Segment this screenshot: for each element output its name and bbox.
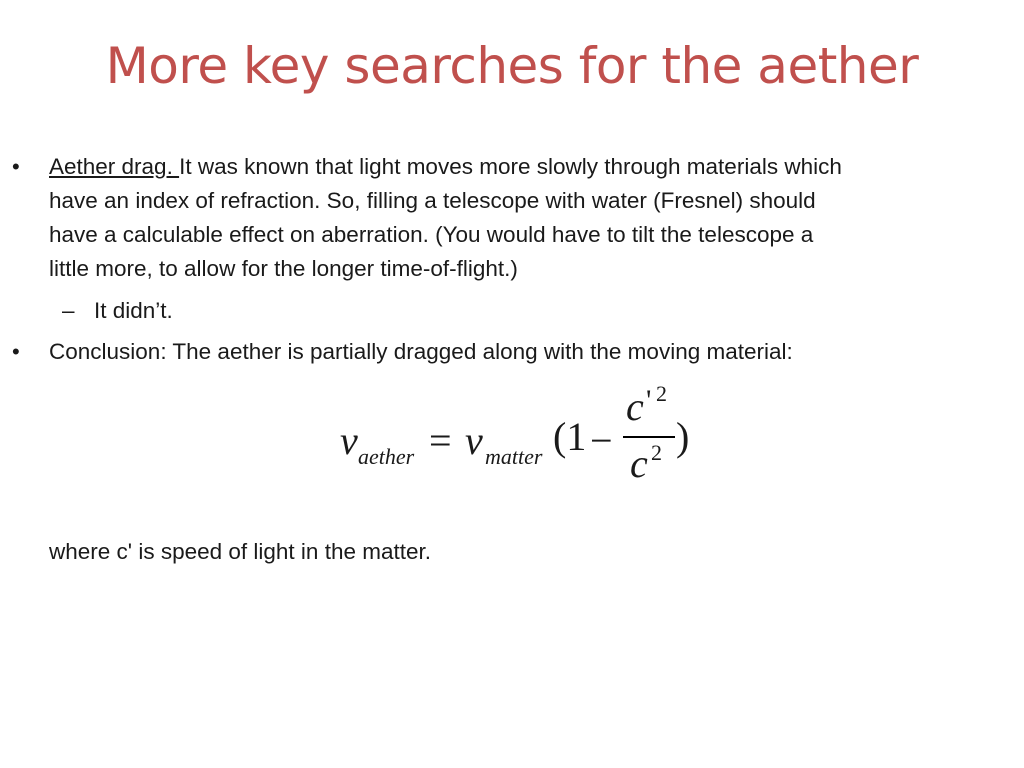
sub-bullet-it-didnt: It didn’t. — [94, 298, 173, 323]
bullet-line: have an index of refraction. So, filling a telescope with water (Fresnel) should — [49, 188, 816, 213]
bullet-marker: • — [12, 154, 20, 179]
formula-numerator-prime: ' — [646, 384, 652, 417]
slide-title: More key searches for the aether — [105, 37, 919, 95]
formula-denominator-exponent: 2 — [651, 440, 662, 465]
formula-numerator: c — [626, 384, 644, 429]
bullet-line-text: It was known that light moves more slowly through materials which — [179, 154, 842, 179]
formula-minus: − — [590, 418, 613, 463]
formula-fraction-bar — [623, 436, 675, 438]
bullet-line: have a calculable effect on aberration. (You would have to tilt the telescope a — [49, 222, 814, 247]
formula-note: where c' is speed of light in the matter. — [49, 539, 431, 564]
bullet-line: little more, to allow for the longer time-of-flight.) — [49, 256, 518, 281]
formula-lhs-subscript: aether — [358, 444, 415, 469]
formula-close-paren: ) — [676, 414, 690, 459]
bullet-conclusion: Conclusion: The aether is partially dragged along with the moving material: — [49, 339, 793, 364]
sub-bullet-marker: – — [62, 298, 75, 323]
formula-equals: = — [429, 418, 452, 463]
aether-drag-heading: Aether drag. — [49, 154, 180, 179]
formula-rhs-subscript: matter — [485, 444, 543, 469]
formula-rhs-var: v — [465, 418, 483, 463]
bullet-aether-drag — [49, 150, 999, 286]
formula-lhs-var: v — [340, 418, 358, 463]
bullet-line — [49, 150, 999, 184]
formula-denominator: c — [630, 441, 648, 486]
bullet-marker: • — [12, 339, 20, 364]
formula-numerator-exponent: 2 — [656, 381, 667, 406]
aether-drag-formula — [340, 381, 740, 495]
formula-open-paren: (1 — [553, 414, 587, 459]
